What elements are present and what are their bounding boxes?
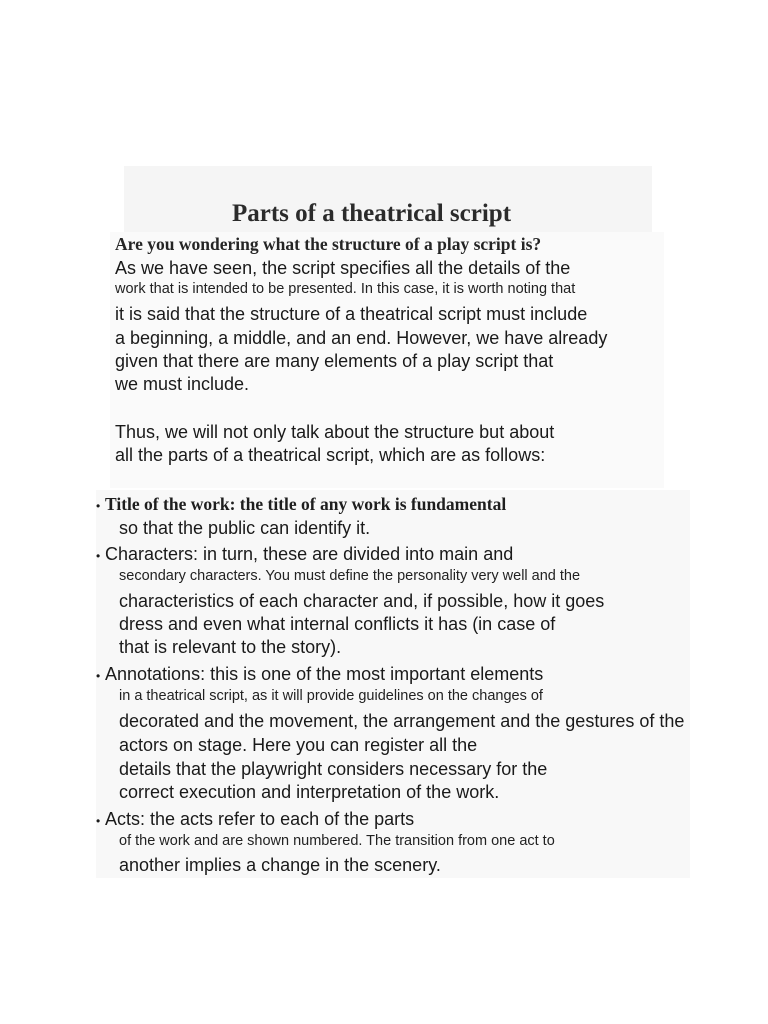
bullet-icon: • — [96, 499, 101, 513]
intro-line: given that there are many elements of a play script that — [115, 351, 554, 371]
section-heading: Characters: in turn, these are divided into main and — [105, 544, 514, 564]
bullet-icon: • — [96, 814, 101, 828]
section-line: details that the playwright considers necessary for the — [119, 759, 548, 779]
section-heading: Annotations: this is one of the most important elements — [105, 664, 544, 684]
intro-line: As we have seen, the script specifies all the details of the — [115, 258, 571, 278]
section-heading: Acts: the acts refer to each of the parts — [105, 809, 415, 829]
bullet-icon: • — [96, 549, 101, 563]
intro-line: all the parts of a theatrical script, which are as follows: — [115, 445, 546, 465]
intro-line: work that is intended to be presented. In this case, it is worth noting that — [115, 281, 576, 297]
section-line: correct execution and interpretation of the work. — [119, 782, 500, 802]
section-heading: Title of the work: the title of any work is fundamental — [105, 494, 507, 514]
section-line: characteristics of each character and, if possible, how it goes — [119, 591, 605, 611]
intro-line: we must include. — [115, 374, 250, 394]
section-line: dress and even what internal conflicts it has (in case of — [119, 614, 556, 634]
section-line: that is relevant to the story). — [119, 637, 342, 657]
section-line: in a theatrical script, as it will provide guidelines on the changes of — [119, 688, 543, 704]
section-line: actors on stage. Here you can register all the — [119, 735, 478, 755]
intro-line: Thus, we will not only talk about the structure but about — [115, 422, 555, 442]
section-line: another implies a change in the scenery. — [119, 855, 441, 875]
page-title: Parts of a theatrical script — [231, 200, 512, 227]
bullet-icon: • — [96, 669, 101, 683]
intro-line: it is said that the structure of a theatrical script must include — [115, 304, 588, 324]
section-line: secondary characters. You must define the personality very well and the — [119, 568, 581, 584]
section-line: decorated and the movement, the arrangement and the gestures of the — [119, 711, 685, 731]
page-subtitle: Are you wondering what the structure of a play script is? — [115, 234, 542, 254]
intro-line: a beginning, a middle, and an end. However, we have already — [115, 328, 608, 348]
section-line: of the work and are shown numbered. The transition from one act to — [119, 833, 555, 849]
section-line: so that the public can identify it. — [119, 518, 371, 538]
